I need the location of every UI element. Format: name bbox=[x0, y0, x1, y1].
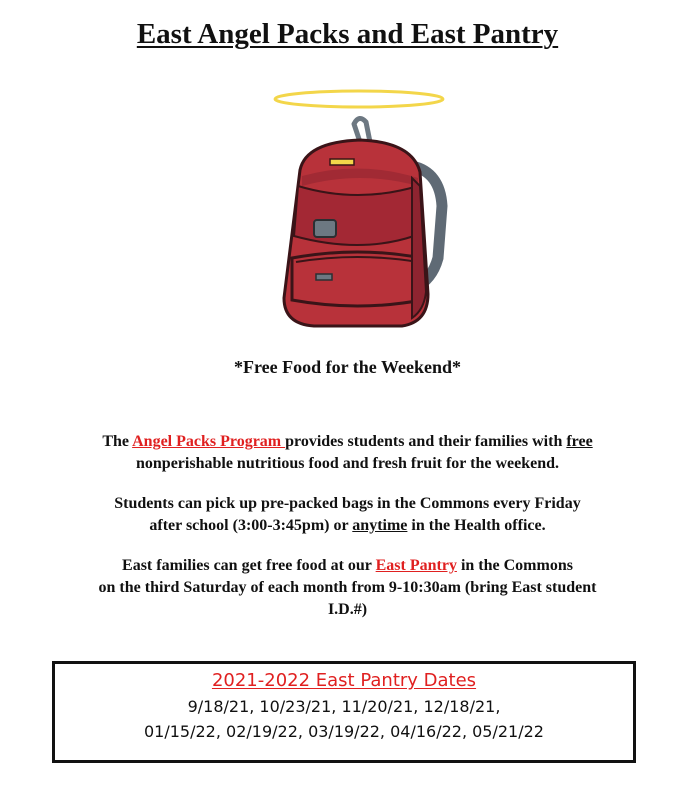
p2-text: after school (3:00-3:45pm) or bbox=[149, 517, 353, 534]
p1-text: The bbox=[102, 433, 133, 450]
subheading: *Free Food for the Weekend* bbox=[234, 357, 461, 377]
pickup-paragraph bbox=[60, 493, 635, 537]
pantry-dates-line: 9/18/21, 10/23/21, 11/20/21, 12/18/21, bbox=[187, 697, 501, 716]
page-title: East Angel Packs and East Pantry bbox=[136, 18, 559, 50]
pantry-dates-title: 2021-2022 East Pantry Dates bbox=[211, 670, 477, 691]
angel-packs-program-link[interactable]: Angel Packs Program bbox=[132, 433, 286, 450]
pantry-dates-line: 01/15/22, 02/19/22, 03/19/22, 04/16/22, 05/21/22 bbox=[144, 722, 544, 741]
p3-text: on the third Saturday of each month from 9-10:30am (bring East student bbox=[98, 579, 597, 596]
backpack-buckle bbox=[314, 220, 336, 237]
p2-text: in the Health office. bbox=[407, 517, 546, 534]
angel-backpack-icon bbox=[262, 86, 452, 338]
pocket-zipper bbox=[316, 274, 332, 280]
p1-text: provides students and their families with bbox=[285, 433, 567, 450]
pantry-paragraph bbox=[60, 555, 635, 621]
east-pantry-link[interactable]: East Pantry bbox=[375, 557, 457, 574]
p1-text: nonperishable nutritious food and fresh fruit for the weekend. bbox=[136, 455, 559, 472]
p3-text: in the Commons bbox=[456, 557, 573, 574]
zipper-pull bbox=[330, 159, 354, 165]
backpack-loop bbox=[354, 118, 370, 142]
p3-text: East families can get free food at our bbox=[122, 557, 376, 574]
p2-text: Students can pick up pre-packed bags in the Commons every Friday bbox=[114, 495, 581, 512]
angel-packs-paragraph bbox=[60, 431, 635, 475]
free-emphasis: free bbox=[566, 433, 593, 450]
p3-text: I.D.#) bbox=[327, 601, 368, 618]
pantry-dates-box bbox=[52, 661, 636, 763]
backpack-flap bbox=[294, 186, 418, 245]
halo-shape bbox=[275, 91, 443, 107]
anytime-emphasis: anytime bbox=[352, 517, 408, 534]
